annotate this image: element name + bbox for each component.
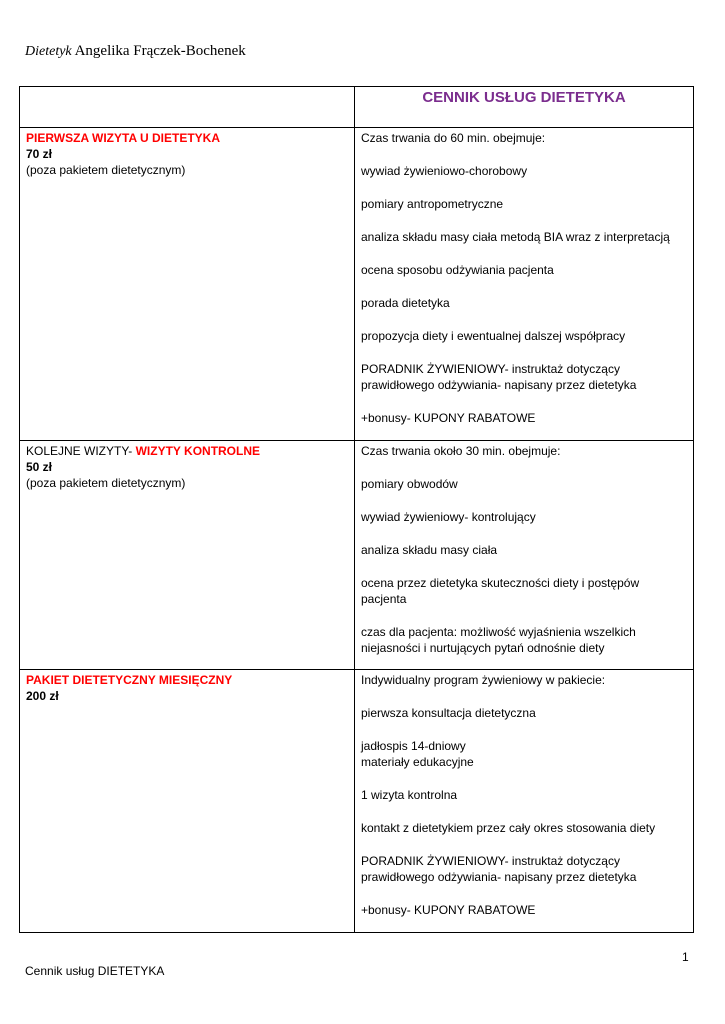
list-item: Czas trwania do 60 min. obejmuje: [361, 131, 546, 145]
list-item: PORADNIK ŻYWIENIOWY- instruktaż dotyczący prawidłowego odżywiania- napisany przez dietetyka [361, 362, 637, 392]
list-item: ocena sposobu odżywiania pacjenta [361, 263, 554, 277]
table-row [20, 670, 694, 933]
list-item: pomiary obwodów [361, 477, 458, 491]
service-title: PAKIET DIETETYCZNY MIESIĘCZNY [26, 673, 233, 687]
details-cell [355, 441, 694, 670]
list-item: pomiary antropometryczne [361, 197, 504, 211]
price-table [19, 86, 694, 933]
details-cell [355, 128, 694, 441]
service-price: 200 zł [26, 689, 59, 703]
list-item: 1 wizyta kontrolna [361, 788, 458, 802]
service-title: WIZYTY KONTROLNE [135, 444, 261, 458]
list-item: analiza składu masy ciała [361, 543, 498, 557]
service-cell [20, 670, 355, 933]
list-item: wywiad żywieniowo-chorobowy [361, 164, 528, 178]
list-item: +bonusy- KUPONY RABATOWE [361, 411, 536, 425]
service-cell [20, 441, 355, 670]
header-script-label: Dietetyk [25, 44, 72, 59]
list-item: kontakt z dietetykiem przez cały okres stosowania diety [361, 821, 656, 835]
list-item: +bonusy- KUPONY RABATOWE [361, 903, 536, 917]
list-item: materiały edukacyjne [361, 755, 474, 769]
service-price: 70 zł [26, 147, 53, 161]
service-note: (poza pakietem dietetycznym) [26, 163, 186, 177]
list-item: propozycja diety i ewentualnej dalszej współpracy [361, 329, 626, 343]
list-item: Indywidualny program żywieniowy w pakiecie: [361, 673, 606, 687]
empty-header-cell [20, 87, 355, 128]
footer-text: Cennik usług DIETETYKA [25, 964, 165, 978]
table-header-row [20, 87, 694, 128]
service-cell [20, 128, 355, 441]
list-item: pierwsza konsultacja dietetyczna [361, 706, 536, 720]
table-row [20, 128, 694, 441]
list-item: PORADNIK ŻYWIENIOWY- instruktaż dotyczący prawidłowego odżywiania- napisany przez dietetyka [361, 854, 637, 884]
page-header [25, 43, 246, 60]
title-cell [355, 87, 694, 128]
list-item: czas dla pacjenta: możliwość wyjaśnienia wszelkich niejasności i nurtujących pytań odnośnie diety [361, 625, 636, 655]
service-note: (poza pakietem dietetycznym) [26, 476, 186, 490]
table-title: CENNIK USŁUG DIETETYKA [422, 89, 626, 106]
list-item: wywiad żywieniowy- kontrolujący [361, 510, 536, 524]
list-item: Czas trwania około 30 min. obejmuje: [361, 444, 561, 458]
details-cell [355, 670, 694, 933]
list-item: jadłospis 14-dniowy [361, 739, 466, 753]
page-number: 1 [682, 950, 689, 964]
list-item: porada dietetyka [361, 296, 450, 310]
list-item: analiza składu masy ciała metodą BIA wraz z interpretacją [361, 230, 670, 244]
list-item: ocena przez dietetyka skuteczności diety i postępów pacjenta [361, 576, 640, 606]
service-price: 50 zł [26, 460, 53, 474]
header-name: Angelika Frączek-Bochenek [74, 43, 246, 59]
service-prefix: KOLEJNE WIZYTY- [26, 444, 136, 458]
table-row [20, 441, 694, 670]
service-title: PIERWSZA WIZYTA U DIETETYKA [26, 131, 220, 145]
